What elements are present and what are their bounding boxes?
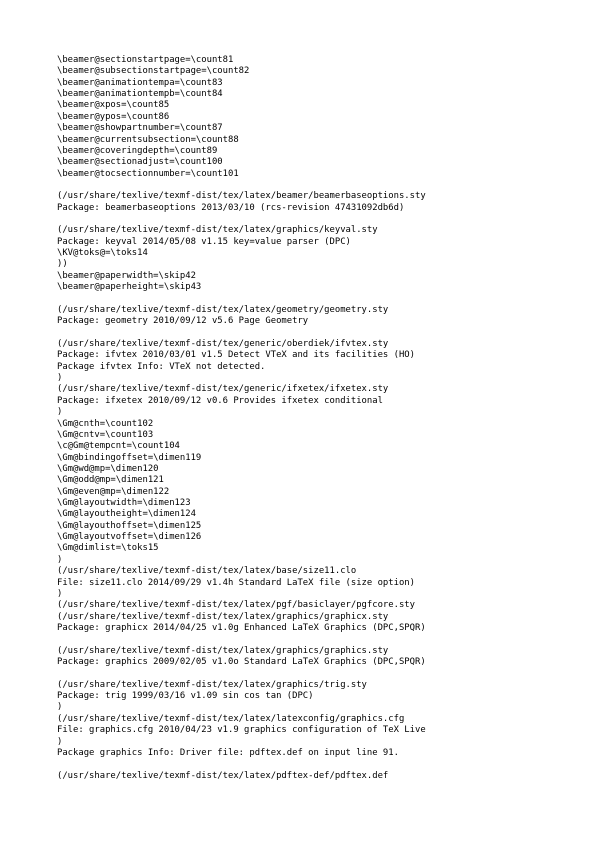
log-line: \Gm@layoutvoffset=\dimen126 — [57, 532, 202, 543]
log-line: File: graphics.cfg 2010/04/23 v1.9 graphics configuration of TeX Live — [57, 725, 426, 736]
log-line: Package graphics Info: Driver file: pdftex.def on input line 91. — [57, 747, 399, 758]
log-line: \beamer@subsectionstartpage=\count82 — [57, 66, 250, 77]
log-line: \Gm@layouthoffset=\dimen125 — [57, 520, 202, 531]
log-line: Package: graphicx 2014/04/25 v1.0g Enhanced LaTeX Graphics (DPC,SPQR) — [57, 622, 426, 633]
log-line: (/usr/share/texlive/texmf-dist/tex/latex/base/size11.clo — [57, 566, 357, 577]
log-line: Package: geometry 2010/09/12 v5.6 Page Geometry — [57, 316, 309, 327]
log-line: \beamer@paperwidth=\skip42 — [57, 270, 196, 281]
blank-line — [57, 634, 577, 645]
log-line: \Gm@layoutwidth=\dimen123 — [57, 498, 191, 509]
log-line: ) — [57, 702, 63, 713]
log-line: (/usr/share/texlive/texmf-dist/tex/latex/beamer/beamerbaseoptions.sty — [57, 191, 426, 202]
blank-line — [57, 214, 577, 225]
log-line: ) — [57, 554, 63, 565]
log-line: \beamer@paperheight=\skip43 — [57, 282, 202, 293]
log-line: \beamer@ypos=\count86 — [57, 111, 170, 122]
log-line: (/usr/share/texlive/texmf-dist/tex/latex/pdftex-def/pdftex.def — [57, 770, 389, 781]
log-line: (/usr/share/texlive/texmf-dist/tex/latex/latexconfig/graphics.cfg — [57, 713, 405, 724]
log-line: (/usr/share/texlive/texmf-dist/tex/generic/ifxetex/ifxetex.sty — [57, 384, 389, 395]
log-line: \KV@toks@=\toks14 — [57, 248, 148, 259]
log-line: \Gm@cntv=\count103 — [57, 429, 154, 440]
log-line: \Gm@dimlist=\toks15 — [57, 543, 159, 554]
log-line: \Gm@even@mp=\dimen122 — [57, 486, 170, 497]
log-text-block — [57, 55, 577, 782]
log-line: \Gm@wd@mp=\dimen120 — [57, 463, 159, 474]
log-line: Package: ifvtex 2010/03/01 v1.5 Detect VTeX and its facilities (HO) — [57, 350, 415, 361]
log-line: (/usr/share/texlive/texmf-dist/tex/latex/graphics/keyval.sty — [57, 225, 378, 236]
log-line: Package: graphics 2009/02/05 v1.0o Standard LaTeX Graphics (DPC,SPQR) — [57, 657, 426, 668]
log-line: \beamer@coveringdepth=\count89 — [57, 145, 218, 156]
log-line: Package: trig 1999/03/16 v1.09 sin cos tan (DPC) — [57, 691, 314, 702]
log-line: (/usr/share/texlive/texmf-dist/tex/latex/geometry/geometry.sty — [57, 304, 389, 315]
blank-line — [57, 180, 577, 191]
log-line: \beamer@currentsubsection=\count88 — [57, 134, 239, 145]
log-line: \beamer@animationtempb=\count84 — [57, 89, 223, 100]
log-line: )) — [57, 259, 68, 270]
log-line: ) — [57, 407, 63, 418]
log-line: Package: beamerbaseoptions 2013/03/10 (rcs-revision 47431092db6d) — [57, 202, 405, 213]
log-line: Package ifvtex Info: VTeX not detected. — [57, 361, 266, 372]
log-line: (/usr/share/texlive/texmf-dist/tex/latex/graphics/graphicx.sty — [57, 611, 389, 622]
log-line: \Gm@layoutheight=\dimen124 — [57, 509, 196, 520]
log-line: ) — [57, 588, 63, 599]
log-line: File: size11.clo 2014/09/29 v1.4h Standard LaTeX file (size option) — [57, 577, 415, 588]
blank-line — [57, 294, 577, 305]
log-line: \Gm@bindingoffset=\dimen119 — [57, 452, 202, 463]
blank-line — [57, 668, 577, 679]
blank-line — [57, 759, 577, 770]
log-line: \Gm@cnth=\count102 — [57, 418, 154, 429]
blank-line — [57, 328, 577, 339]
log-line: (/usr/share/texlive/texmf-dist/tex/generic/oberdiek/ifvtex.sty — [57, 338, 389, 349]
log-line: \beamer@sectionadjust=\count100 — [57, 157, 223, 168]
log-line: \Gm@odd@mp=\dimen121 — [57, 475, 164, 486]
log-line: (/usr/share/texlive/texmf-dist/tex/latex/graphics/trig.sty — [57, 679, 367, 690]
log-line: \beamer@showpartnumber=\count87 — [57, 123, 223, 134]
log-line: ) — [57, 736, 63, 747]
log-line: (/usr/share/texlive/texmf-dist/tex/latex/pgf/basiclayer/pgfcore.sty — [57, 600, 415, 611]
log-line: \beamer@animationtempa=\count83 — [57, 77, 223, 88]
log-line: \beamer@xpos=\count85 — [57, 100, 170, 111]
log-line: ) — [57, 373, 63, 384]
log-line: Package: keyval 2014/05/08 v1.15 key=value parser (DPC) — [57, 236, 351, 247]
log-line: \beamer@tocsectionnumber=\count101 — [57, 168, 239, 179]
log-line: Package: ifxetex 2010/09/12 v0.6 Provides ifxetex conditional — [57, 395, 383, 406]
log-line: \beamer@sectionstartpage=\count81 — [57, 55, 234, 65]
log-line: (/usr/share/texlive/texmf-dist/tex/latex/graphics/graphics.sty — [57, 645, 389, 656]
log-line: \c@Gm@tempcnt=\count104 — [57, 441, 180, 452]
